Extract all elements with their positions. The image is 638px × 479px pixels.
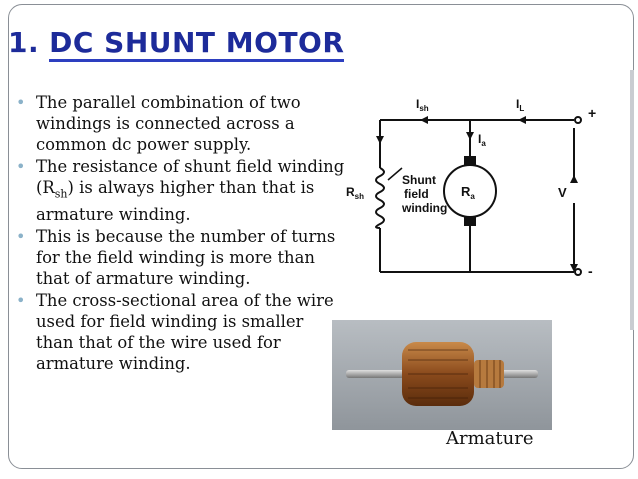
- bullet-text: The cross-sectional area of the wire used for field winding is smaller than that of the wire used for armature winding.: [36, 291, 334, 374]
- bullet-text-pre: The resistance of shunt field winding (R: [36, 157, 345, 197]
- il-label: $I_L$: [516, 97, 525, 113]
- positive-terminal: [575, 117, 581, 123]
- shunt-label-line1: Shunt: [402, 173, 436, 187]
- ia-arrow-icon: [466, 132, 474, 140]
- slide-title: [8, 26, 344, 59]
- bullet-item: [16, 92, 346, 155]
- shunt-coil: [376, 168, 384, 228]
- bullet-dot-icon: •: [16, 291, 26, 311]
- ia-label: $I_a$: [478, 132, 486, 148]
- shunt-arrow-icon: [376, 136, 384, 144]
- bullet-dot-icon: •: [16, 93, 26, 112]
- title-number: 1.: [8, 26, 40, 59]
- armature-brush-bottom: [464, 216, 476, 226]
- shunt-label-line2: field: [404, 187, 429, 201]
- v-arrow-up-icon: [570, 175, 578, 183]
- right-edge-strip: [628, 70, 638, 330]
- ra-label: $R_a$: [461, 184, 475, 201]
- bullet-item: [16, 226, 346, 289]
- il-arrow-icon: [518, 116, 526, 124]
- armature-caption: Armature: [446, 428, 534, 449]
- armature-photo: [332, 320, 552, 430]
- negative-terminal: [575, 269, 581, 275]
- voltage-label: V: [558, 185, 567, 200]
- title-text: DC SHUNT MOTOR: [49, 26, 344, 62]
- bullet-item: [16, 156, 346, 225]
- bullet-text: The parallel combination of two windings is connected across a common dc power supply.: [36, 93, 301, 154]
- bullet-text-post: ) is always higher than that is armature winding.: [36, 178, 315, 225]
- shunt-motor-circuit-diagram: [340, 88, 610, 288]
- armature-brush-top: [464, 156, 476, 166]
- shunt-label-line3: winding: [402, 201, 448, 215]
- bullet-dot-icon: •: [16, 157, 26, 176]
- bullet-item: [16, 290, 346, 374]
- minus-label: -: [588, 263, 593, 279]
- bullet-list: [16, 92, 346, 374]
- bullet-dot-icon: •: [16, 227, 26, 247]
- ish-label: $I_{sh}$: [416, 97, 429, 113]
- rsh-label: $R_{sh}$: [346, 185, 365, 201]
- bullet-subscript: sh: [54, 187, 68, 201]
- ish-arrow-icon: [420, 116, 428, 124]
- plus-label: +: [588, 105, 597, 121]
- shunt-pointer-line: [388, 168, 402, 180]
- bullet-text: This is because the number of turns for the field winding is more than that of armature winding.: [36, 227, 336, 289]
